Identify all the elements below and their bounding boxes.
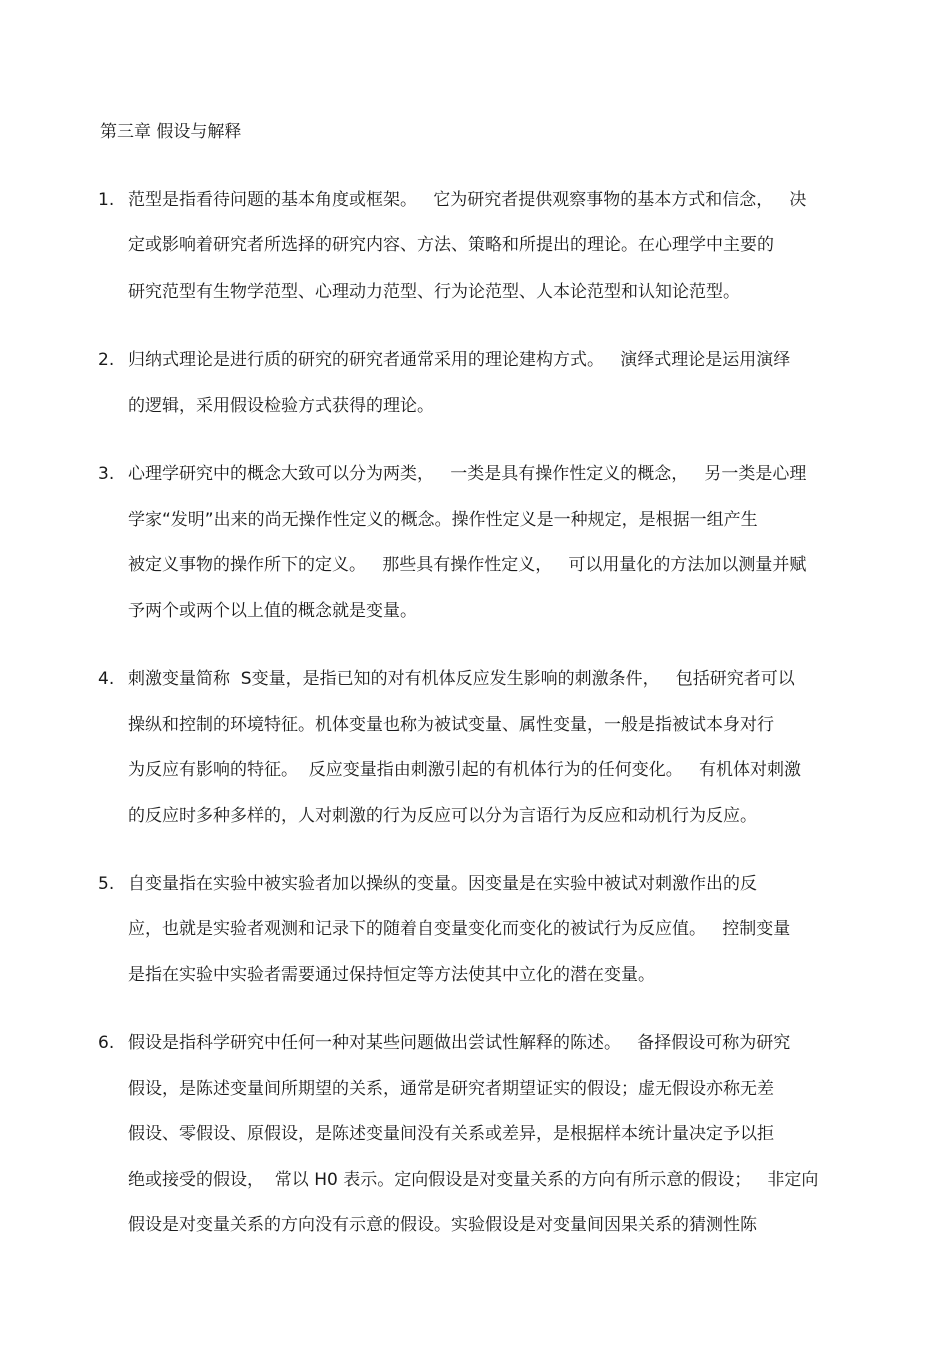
item-line: 为反应有影响的特征。 反应变量指由刺激引起的有机体行为的任何变化。 有机体对刺激 [128, 760, 802, 780]
item-line: 心理学研究中的概念大致可以分为两类， 一类是具有操作性定义的概念， 另一类是心理 [128, 464, 807, 484]
item-line: 假设是对变量关系的方向没有示意的假设。实验假设是对变量间因果关系的猜测性陈 [128, 1215, 757, 1235]
item-line: 操纵和控制的环境特征。机体变量也称为被试变量、属性变量，一般是指被试本身对行 [128, 715, 774, 735]
item-line: 的反应时多种多样的，人对刺激的行为反应可以分为言语行为反应和动机行为反应。 [128, 806, 757, 826]
item-line: 绝或接受的假设， 常以 H0 表示。定向假设是对变量关系的方向有所示意的假设； 非定向 [128, 1170, 819, 1190]
item-line: 范型是指看待问题的基本角度或框架。 它为研究者提供观察事物的基本方式和信念， 决 [128, 190, 807, 210]
item-number: 4. [98, 669, 115, 689]
item-number: 6. [98, 1033, 115, 1053]
item-line: 予两个或两个以上值的概念就是变量。 [128, 601, 417, 621]
item-line: 归纳式理论是进行质的研究的研究者通常采用的理论建构方式。 演绎式理论是运用演绎 [128, 350, 791, 370]
item-line: 自变量指在实验中被实验者加以操纵的变量。因变量是在实验中被试对刺激作出的反 [128, 874, 757, 894]
chapter-title: 第三章 假设与解释 [100, 122, 242, 142]
item-line: 定或影响着研究者所选择的研究内容、方法、策略和所提出的理论。在心理学中主要的 [128, 235, 774, 255]
item-number: 1. [98, 190, 115, 210]
item-number: 2. [98, 350, 115, 370]
item-line: 应，也就是实验者观测和记录下的随着自变量变化而变化的被试行为反应值。 控制变量 [128, 919, 791, 939]
item-line: 学家“发明”出来的尚无操作性定义的概念。操作性定义是一种规定，是根据一组产生 [128, 510, 758, 530]
item-line: 刺激变量简称 S变量，是指已知的对有机体反应发生影响的刺激条件， 包括研究者可以 [128, 669, 795, 689]
item-line: 研究范型有生物学范型、心理动力范型、行为论范型、人本论范型和认知论范型。 [128, 282, 740, 302]
item-line: 假设、零假设、原假设，是陈述变量间没有关系或差异，是根据样本统计量决定予以拒 [128, 1124, 774, 1144]
item-line: 的逻辑，采用假设检验方式获得的理论。 [128, 396, 434, 416]
item-number: 3. [98, 464, 115, 484]
item-line: 假设，是陈述变量间所期望的关系，通常是研究者期望证实的假设；虚无假设亦称无差 [128, 1079, 774, 1099]
item-line: 是指在实验中实验者需要通过保持恒定等方法使其中立化的潜在变量。 [128, 965, 655, 985]
item-line: 被定义事物的操作所下的定义。 那些具有操作性定义， 可以用量化的方法加以测量并赋 [128, 555, 807, 575]
item-line: 假设是指科学研究中任何一种对某些问题做出尝试性解释的陈述。 备择假设可称为研究 [128, 1033, 791, 1053]
item-number: 5. [98, 874, 115, 894]
